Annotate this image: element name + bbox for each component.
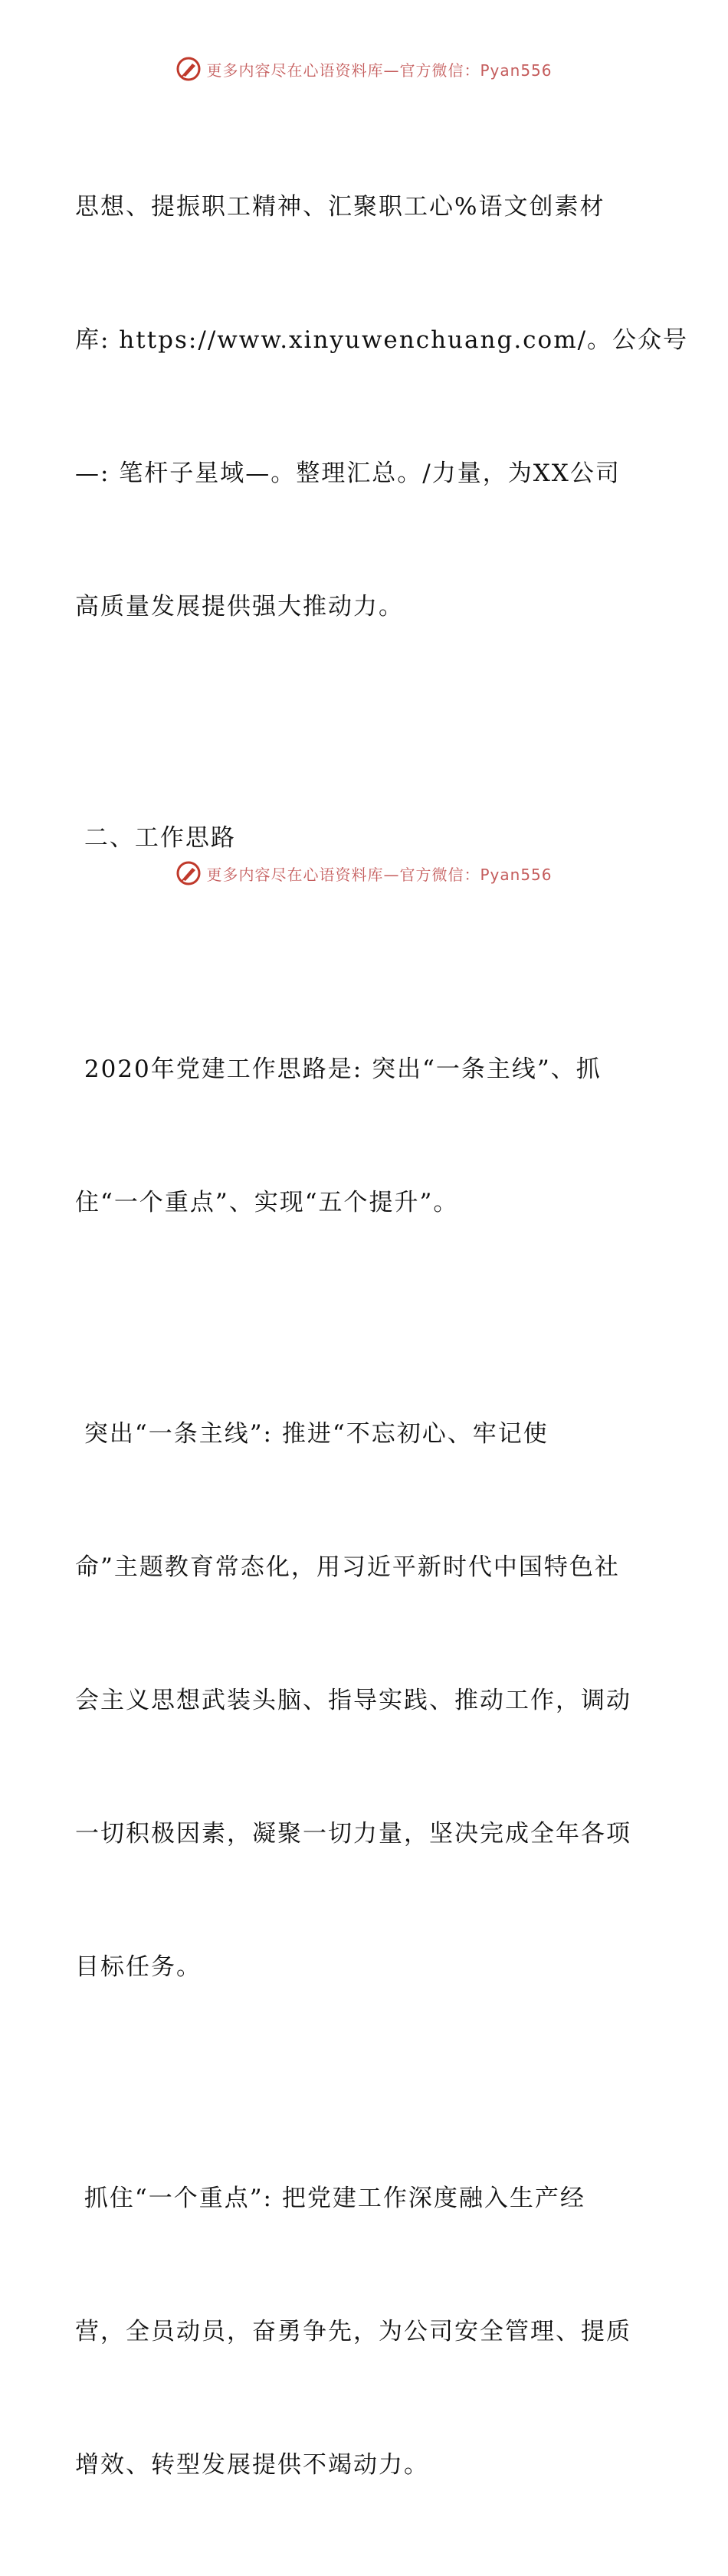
text-line: 增效、转型发展提供不竭动力。: [75, 2451, 429, 2479]
text-line: 库: https://www.xinyuwenchuang.com/。公众号: [75, 326, 689, 354]
text-line: 会主义思想武装头脑、指导实践、推动工作，调动: [75, 1687, 631, 1714]
text-line: 命”主题教育常态化，用习近平新时代中国特色社: [75, 1553, 620, 1581]
footer-watermark: [0, 858, 728, 889]
text-line: 住“一个重点”、实现“五个提升”。: [75, 1189, 459, 1216]
text-line: 目标任务。: [75, 1953, 202, 1981]
text-line: 突出“一条主线”: 推进“不忘初心、牢记使: [75, 1420, 549, 1448]
text-line: 高质量发展提供强大推动力。: [75, 593, 404, 620]
section-heading: [75, 727, 657, 949]
text-line: —: 笔杆子星域—。整理汇总。/力量，为XX公司: [75, 460, 621, 487]
text-line: 抓住“一个重点”: 把党建工作深度融入生产经: [75, 2185, 585, 2212]
text-line: 思想、提振职工精神、汇聚职工心%语文创素材: [75, 193, 605, 221]
paragraph-key-point: [75, 2087, 657, 2576]
paragraph-approach: [75, 958, 657, 1314]
document-body: [75, 96, 689, 2576]
text-line: 营，全员动员，奋勇争先，为公司安全管理、提质: [75, 2318, 631, 2345]
text-line: 一切积极因素，凝聚一切力量，坚决完成全年各项: [75, 1820, 631, 1848]
quill-logo-icon: [175, 860, 202, 886]
text-line: 2020年党建工作思路是: 突出“一条主线”、抓: [75, 1056, 602, 1083]
quill-logo-icon: [175, 56, 202, 82]
heading-line: 二、工作思路: [75, 824, 236, 852]
watermark-text: 更多内容尽在心语资料库—官方微信：Pyan556: [206, 865, 553, 884]
watermark-text: 更多内容尽在心语资料库—官方微信：Pyan556: [206, 61, 553, 80]
paragraph-main-line: [75, 1323, 657, 2078]
paragraph-intro: [75, 96, 689, 718]
header-watermark: [0, 54, 728, 84]
